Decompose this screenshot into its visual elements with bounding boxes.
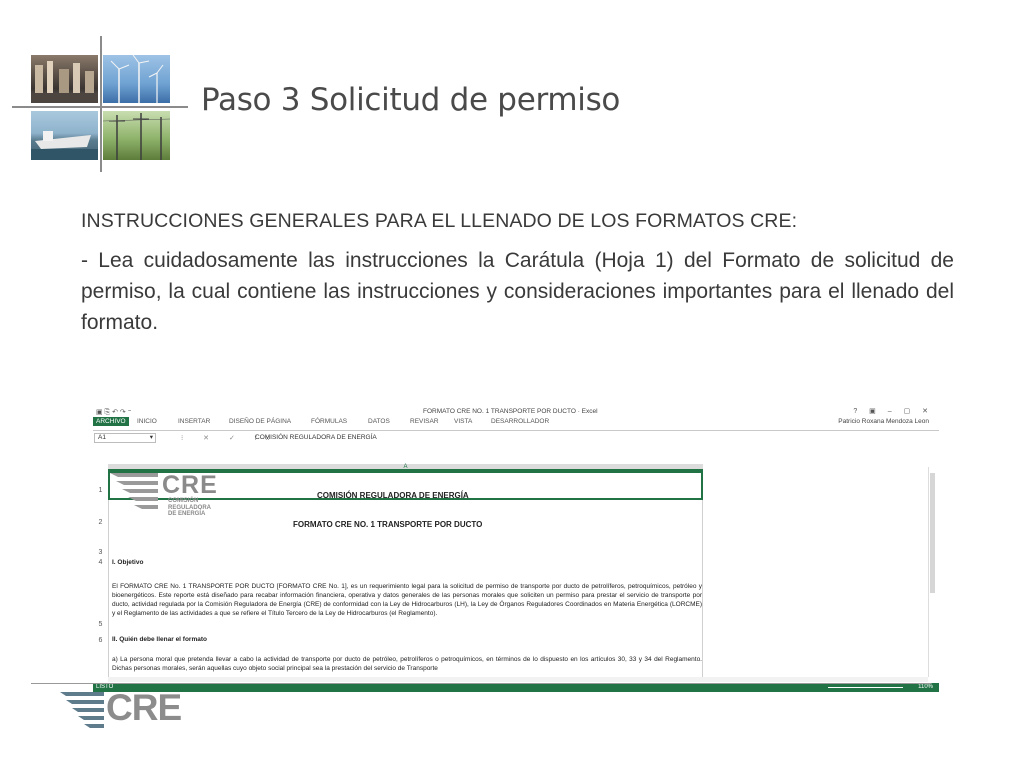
tab-vista[interactable]: VISTA [454,418,473,425]
zoom-slider[interactable] [828,687,903,688]
footer-logo-text: CRE [106,687,182,728]
row-header[interactable]: 6 [98,637,103,644]
tab-desarrollador[interactable]: DESARROLLADOR [491,418,550,425]
cell-a2-text[interactable]: FORMATO CRE NO. 1 TRANSPORTE POR DUCTO [293,520,483,529]
window-title: FORMATO CRE NO. 1 TRANSPORTE POR DUCTO · Excel [423,408,598,415]
ribbon-divider [93,430,939,431]
cell-a1-text[interactable]: COMISIÓN REGULADORA DE ENERGÍA [317,491,469,500]
tab-archivo[interactable]: ARCHIVO [93,417,129,426]
vertical-scrollbar[interactable] [928,467,936,677]
cell-a7-text[interactable]: a) La persona moral que pretenda llevar a cabo la actividad de transporte por ducto de petróleo, petrolíferos o petroquímicos, en términos de lo dispuesto en los artículos 30, 33 y 34 del Reglamento. Dichas personas morales, serán aquellas cuyo objeto social principal sea la prestación del servicio de Transporte [112,656,702,672]
ship-image [31,111,98,160]
row-header[interactable]: 3 [98,549,103,556]
tab-insertar[interactable]: INSERTAR [178,418,211,425]
chevron-down-icon[interactable]: ▾ [149,434,153,441]
status-bar [93,683,939,692]
row-header[interactable]: 5 [98,621,103,628]
row-header[interactable]: 4 [98,559,103,566]
tab-datos[interactable]: DATOS [368,418,390,425]
formula-bar[interactable]: COMISIÓN REGULADORA DE ENERGÍA [255,434,377,441]
ribbon-tabs [93,417,939,428]
cre-logo-stripes-icon [110,473,158,517]
cre-logo [110,473,248,517]
cell-a6-text[interactable]: II. Quién debe llenar el formato [112,636,207,643]
header-vertical-rule [100,36,102,172]
cell-a4-text[interactable]: I. Objetivo [112,559,144,566]
horizontal-scrollbar[interactable] [108,677,928,682]
window-controls[interactable]: ? ▣ – ▢ ✕ [853,408,933,415]
cre-logo-subtitle: COMISIÓN REGULADORA DE ENERGÍA [168,498,211,517]
cre-stripes-icon [60,690,106,734]
excel-screenshot [93,407,939,692]
column-header-a[interactable]: A [108,464,703,471]
cre-logo-text: CRE [162,471,218,499]
footer-rule [31,683,931,684]
name-box-value: A1 [98,434,106,441]
wind-turbines-image [103,55,170,103]
quick-access-toolbar[interactable]: ▣ ⎘ ↶ ↷ ⁼ [96,409,132,416]
user-name[interactable]: Patricio Roxana Mendoza Leon [838,418,929,425]
formula-buttons[interactable]: ⁝ ✕ ✓ fx [181,435,279,442]
status-text: LISTO [96,684,114,690]
instructions-body: - Lea cuidadosamente las instrucciones la Carátula (Hoja 1) del Formato de solicitud de permiso, la cual contiene las instrucciones y consideraciones importantes para el llenado del formato. [81,249,954,334]
excel-title-bar [93,407,939,416]
tab-inicio[interactable]: INICIO [137,418,157,425]
tab-revisar[interactable]: REVISAR [410,418,439,425]
name-box[interactable] [94,433,156,443]
slide-title: Paso 3 Solicitud de permiso [201,82,621,118]
industrial-plant-image [31,55,98,103]
row-header[interactable]: 1 [98,487,103,494]
scrollbar-thumb[interactable] [930,473,935,593]
power-lines-image [103,111,170,160]
zoom-level[interactable]: 110% [918,684,933,690]
tab-diseno-de-pagina[interactable]: DISEÑO DE PÁGINA [229,418,292,425]
tab-formulas[interactable]: FÓRMULAS [311,418,348,425]
row-header[interactable]: 2 [98,519,103,526]
instructions-heading: INSTRUCCIONES GENERALES PARA EL LLENADO DE LOS FORMATOS CRE: [81,210,798,232]
cell-a5-text[interactable]: El FORMATO CRE No. 1 TRANSPORTE POR DUCTO [FORMATO CRE No. 1], es un requerimiento legal para la solicitud de permiso de transporte por ducto de petrolíferos, petroquímicos, petróleo y bioenergéticos. Este reporte está diseñado para recabar información financiera, operativa y datos generales de las personas morales que soliciten un permiso para prestar el servicio de transporte por ducto, actividad regulada por la Comisión Reguladora de Energía (CRE) de conformidad con la Ley de Hidrocarburos (LH), la Ley de Órganos Reguladores Coordinados en Materia Energética (LORCME) y el Reglamento de las actividades a que se refiere el Título Tercero de la Ley de Hidrocarburos (el Reglamento). [112,583,702,617]
